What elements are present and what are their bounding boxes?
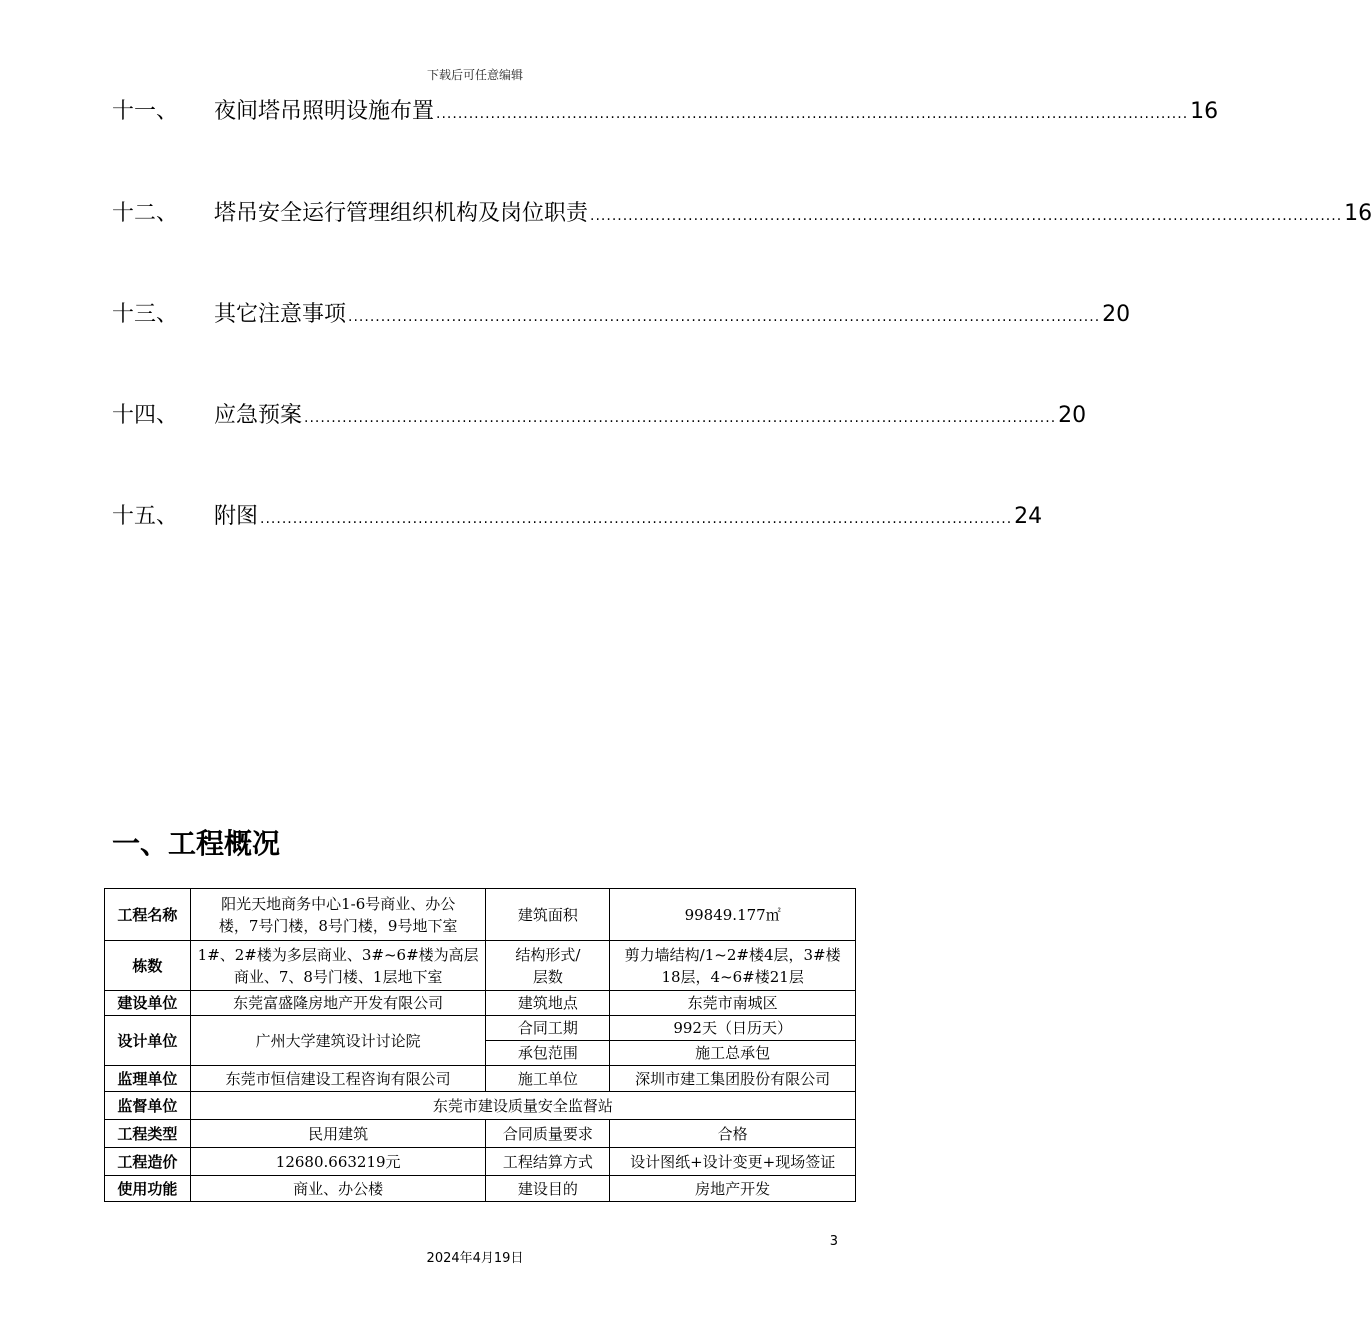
toc-leader-dots: .......................................................................................................................................... [348, 309, 1101, 325]
table-row [105, 1092, 856, 1120]
type-label: 工程类型 [105, 1120, 191, 1148]
designer-label: 设计单位 [105, 1016, 191, 1066]
header-note: 下载后可任意编辑 [426, 68, 523, 82]
toc-page-number: 16 [1344, 201, 1372, 226]
contract-period-value: 992天（日历天） [610, 1016, 856, 1041]
toc-title: 附图 [214, 504, 259, 529]
settlement-label: 工程结算方式 [486, 1148, 610, 1176]
section-title: 一、工程概况 [112, 827, 281, 860]
contract-period-label: 合同工期 [486, 1016, 610, 1041]
toc-title: 塔吊安全运行管理组织机构及岗位职责 [214, 201, 589, 226]
toc-title: 其它注意事项 [214, 302, 347, 327]
project-overview-table [104, 888, 856, 1202]
toc-number: 十五、 [112, 504, 179, 529]
location-value: 东莞市南城区 [610, 991, 856, 1016]
contractor-value: 深圳市建工集团股份有限公司 [610, 1066, 856, 1092]
toc-entry[interactable] [112, 497, 1043, 537]
table-row [105, 1016, 856, 1041]
area-label: 建筑面积 [486, 889, 610, 941]
page-number: 3 [829, 1234, 838, 1249]
project-name-value [190, 889, 486, 941]
owner-label: 建设单位 [105, 991, 191, 1016]
toc-title: 夜间塔吊照明设施布置 [214, 99, 435, 124]
owner-value: 东莞富盛隆房地产开发有限公司 [190, 991, 486, 1016]
contractor-label: 施工单位 [486, 1066, 610, 1092]
project-name-label: 工程名称 [105, 889, 191, 941]
structure-line: 剪力墙结构/1~2#楼4层，3#楼 [624, 945, 841, 964]
buildings-line: 商业、7、8号门楼、1层地下室 [233, 967, 443, 986]
toc-page-number: 20 [1058, 403, 1087, 428]
contract-scope-value: 施工总承包 [610, 1041, 856, 1066]
structure-line: 18层，4~6#楼21层 [661, 967, 804, 986]
toc-number: 十三、 [112, 302, 179, 327]
type-value: 民用建筑 [190, 1120, 486, 1148]
toc-page-number: 24 [1014, 504, 1043, 529]
quality-value: 合格 [610, 1120, 856, 1148]
monitor-value: 东莞市建设质量安全监督站 [190, 1092, 855, 1120]
project-name-line: 阳光天地商务中心1-6号商业、办公 [221, 894, 456, 913]
buildings-value [190, 941, 486, 991]
table-row [105, 1066, 856, 1092]
table-row [105, 1176, 856, 1202]
project-name-line: 楼，7号门楼，8号门楼，9号地下室 [218, 916, 458, 935]
buildings-line: 1#、2#楼为多层商业、3#~6#楼为高层 [197, 945, 479, 964]
table-row [105, 991, 856, 1016]
table-row [105, 941, 856, 991]
supervisor-label: 监理单位 [105, 1066, 191, 1092]
structure-label-line: 结构形式/ [515, 945, 581, 964]
designer-value: 广州大学建筑设计讨论院 [190, 1016, 486, 1066]
settlement-value: 设计图纸+设计变更+现场签证 [610, 1148, 856, 1176]
toc-page-number: 20 [1102, 302, 1131, 327]
monitor-label: 监督单位 [105, 1092, 191, 1120]
cost-value: 12680.663219元 [190, 1148, 486, 1176]
toc-leader-dots: .......................................................................................................................................... [260, 511, 1013, 527]
toc-number: 十四、 [112, 403, 179, 428]
cost-label: 工程造价 [105, 1148, 191, 1176]
toc-page-number: 16 [1190, 99, 1219, 124]
structure-label-line: 层数 [532, 967, 563, 986]
toc-leader-dots: .......................................................................................................................................... [590, 208, 1343, 224]
function-value: 商业、办公楼 [190, 1176, 486, 1202]
toc-entry[interactable] [112, 295, 1131, 335]
table-row [105, 1148, 856, 1176]
structure-value [610, 941, 856, 991]
quality-label: 合同质量要求 [486, 1120, 610, 1148]
toc-entry[interactable] [112, 92, 1219, 132]
table-row [105, 889, 856, 941]
structure-label [486, 941, 610, 991]
toc-entry[interactable] [112, 396, 1087, 436]
toc-leader-dots: .......................................................................................................................................... [304, 410, 1057, 426]
area-value: 99849.177㎡ [610, 889, 856, 941]
toc-entry[interactable] [112, 194, 1372, 234]
purpose-value: 房地产开发 [610, 1176, 856, 1202]
buildings-label: 栋数 [105, 941, 191, 991]
location-label: 建筑地点 [486, 991, 610, 1016]
toc-title: 应急预案 [214, 403, 303, 428]
toc-number: 十二、 [112, 201, 179, 226]
footer-date: 2024年4月19日 [426, 1251, 524, 1266]
function-label: 使用功能 [105, 1176, 191, 1202]
table-row [105, 1120, 856, 1148]
toc-leader-dots: .......................................................................................................................................... [436, 106, 1189, 122]
purpose-label: 建设目的 [486, 1176, 610, 1202]
contract-scope-label: 承包范围 [486, 1041, 610, 1066]
supervisor-value: 东莞市恒信建设工程咨询有限公司 [190, 1066, 486, 1092]
toc-number: 十一、 [112, 99, 179, 124]
